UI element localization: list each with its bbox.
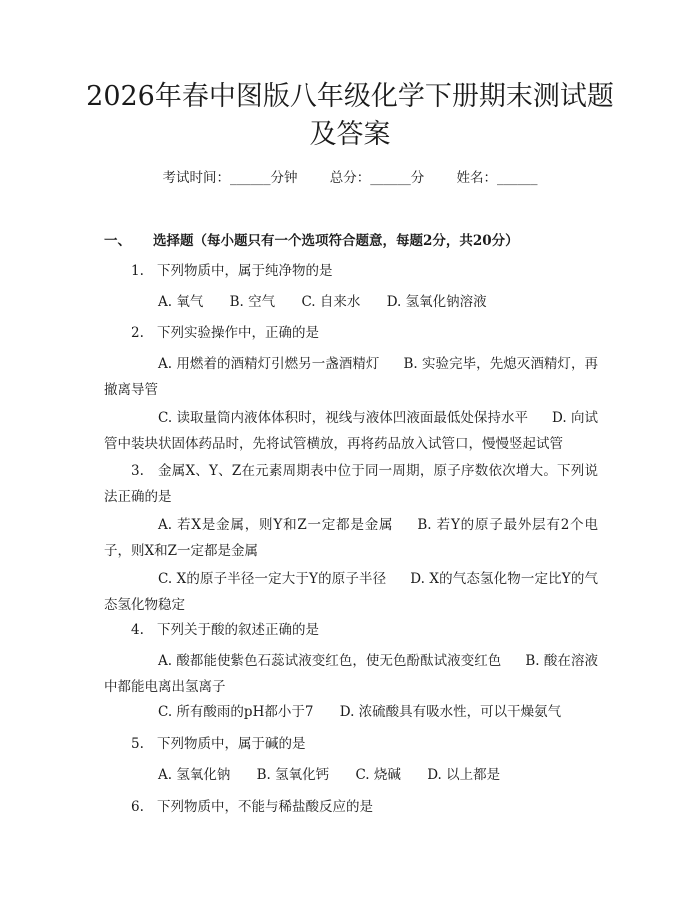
option-a: A. 若X是金属，则Y和Z一定都是金属 [158, 517, 394, 533]
question-1-options [158, 292, 509, 312]
option-d: D. 浓硫酸具有吸水性，可以干燥氨气 [339, 704, 562, 720]
option-b: B. 若Y的原子最外层有2个电子，则X和Z一定都是金属 [104, 517, 598, 559]
option-d: D. 氢氧化钠溶液 [386, 294, 487, 310]
question-number: 2. [131, 325, 144, 341]
question-stem: 下列物质中，属于纯净物的是 [157, 263, 333, 279]
question-5 [131, 734, 306, 754]
option-c: C. 读取量筒内液体体积时，视线与液体凹液面最低处保持水平 [158, 410, 529, 426]
question-2-options-ab [104, 351, 598, 403]
question-number: 1. [131, 263, 144, 279]
question-5-options [158, 765, 522, 785]
option-c: C. 自来水 [301, 294, 361, 310]
option-a: A. 氧气 [158, 294, 204, 310]
question-stem: 下列实验操作中，正确的是 [157, 325, 319, 341]
question-4-options-cd [158, 702, 583, 722]
question-4-options-ab [104, 648, 598, 700]
question-number: 5. [131, 736, 144, 752]
question-number: 4. [131, 622, 144, 638]
section-number: 一、 [104, 233, 131, 249]
question-stem: 下列物质中，不能与稀盐酸反应的是 [157, 799, 373, 815]
question-1 [131, 261, 333, 281]
section-heading [104, 231, 519, 251]
option-c: C. 烧碱 [355, 767, 401, 783]
question-2 [131, 323, 319, 343]
question-stem: 下列关于酸的叙述正确的是 [157, 622, 319, 638]
question-3-options-cd [104, 566, 598, 618]
option-b: B. 酸在溶液中都能电离出氢离子 [104, 653, 598, 695]
question-4 [131, 620, 319, 640]
question-stem: 金属X、Y、Z在元素周期表中位于同一周期，原子序数依次增大。下列说法正确的是 [104, 463, 598, 505]
question-number: 3. [131, 463, 144, 479]
option-a: A. 酸都能使紫色石蕊试液变红色，使无色酚酞试液变红色 [158, 653, 502, 669]
option-d: D. 以上都是 [427, 767, 501, 783]
option-c: C. X的原子半径一定大于Y的原子半径 [158, 571, 387, 587]
total-score-field: 总分：______分 [329, 170, 425, 186]
exam-time-field: 考试时间：______分钟 [162, 170, 298, 186]
exam-info-line [0, 168, 700, 188]
option-d: D. X的气态氢化物一定比Y的气态氢化物稳定 [104, 571, 598, 613]
page-title: 2026年春中图版八年级化学下册期末测试题及答案 [86, 81, 614, 150]
student-name-field: 姓名：______ [456, 170, 538, 186]
option-a: A. 用燃着的酒精灯引燃另一盏酒精灯 [158, 356, 380, 372]
option-a: A. 氢氧化钠 [158, 767, 231, 783]
option-b: B. 氢氧化钙 [256, 767, 330, 783]
question-3-options-ab [104, 512, 598, 564]
question-stem: 下列物质中，属于碱的是 [157, 736, 306, 752]
question-2-options-cd [104, 405, 598, 457]
option-c: C. 所有酸雨的pH都小于7 [158, 704, 314, 720]
option-b: B. 实验完毕，先熄灭酒精灯，再撤离导管 [104, 356, 598, 398]
option-b: B. 空气 [229, 294, 276, 310]
question-6 [131, 797, 373, 817]
section-title: 选择题（每小题只有一个选项符合题意，每题2分，共20分） [153, 233, 519, 249]
question-3-stem [104, 458, 598, 510]
option-d: D. 向试管中装块状固体药品时，先将试管横放，再将药品放入试管口，慢慢竖起试管 [104, 410, 598, 452]
question-number: 6. [131, 799, 144, 815]
